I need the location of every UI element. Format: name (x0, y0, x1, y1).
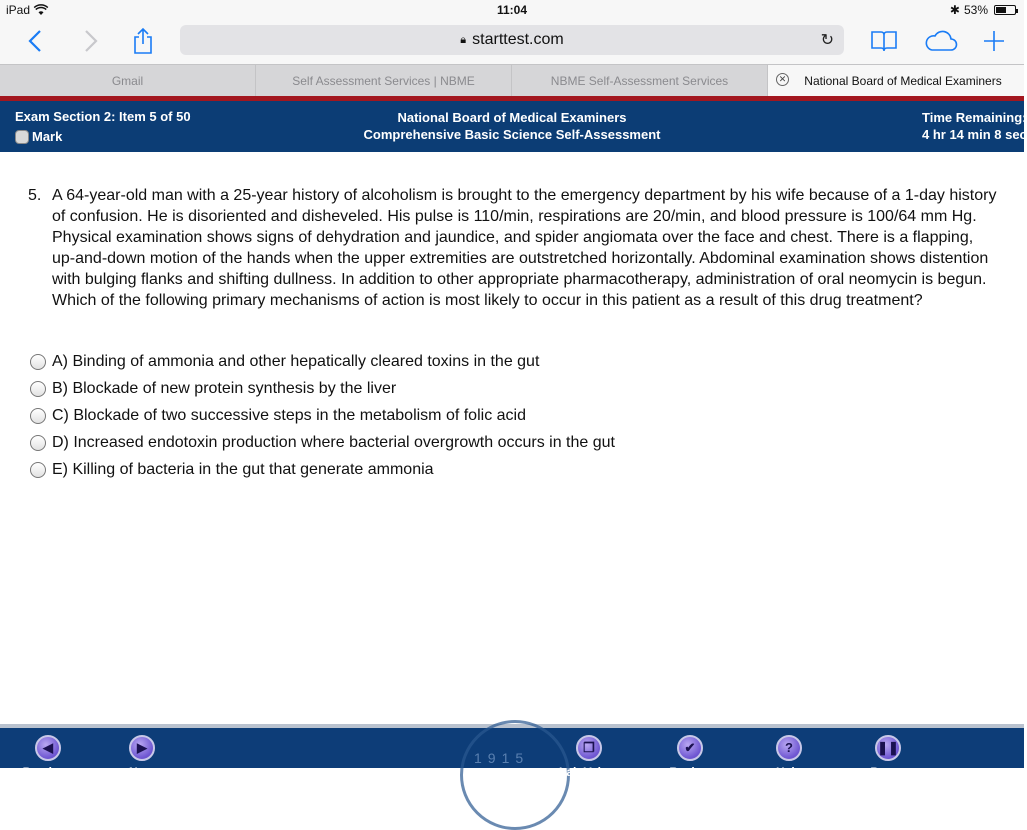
chevron-right-icon (84, 29, 98, 53)
option-label: E) Killing of bacteria in the gut that generate ammonia (52, 461, 434, 479)
nbme-seal-watermark (460, 720, 570, 830)
reload-icon[interactable]: ↻ (820, 32, 834, 49)
lab-values-icon: ❐ (576, 735, 602, 761)
option-label: A) Binding of ammonia and other hepatically cleared toxins in the gut (52, 352, 540, 370)
radio-button[interactable] (30, 435, 46, 451)
radio-button[interactable] (30, 462, 46, 478)
next-button[interactable] (112, 735, 172, 779)
time-remaining: 4 hr 14 min 8 sec (922, 127, 1027, 142)
next-label: Next (128, 765, 155, 779)
radio-button[interactable] (30, 381, 46, 397)
tab-nbme-active[interactable] (768, 65, 1024, 96)
exam-title-block (0, 109, 1024, 143)
help-button[interactable] (759, 735, 819, 779)
question-stem: A 64-year-old man with a 25-year history of alcoholism is brought to the emergency department by his wife because of a 1-day history of confusion. He is disoriented and disheveled. His pulse is 110/min, respirations are 20/min, and blood pressure is 100/64 mm Hg. Physical examination shows signs of dehydration and jaundice, and spider angiomata over the face and chest. There is a flapping, up-and-down motion of the hands when the upper extremities are outstretched horizontally. Abdominal examination shows distention with bulging flanks and shifting dullness. In addition to other appropriate pharmacotherapy, administration of oral neomycin is begun. Which of the following primary mechanisms of action is most likely to occur in this patient as a result of this drug treatment? (52, 187, 997, 309)
back-button[interactable] (20, 26, 50, 56)
url-text: starttest.com (472, 31, 564, 48)
address-bar[interactable] (180, 25, 844, 55)
answer-option-a[interactable] (30, 348, 615, 375)
bluetooth-icon: ✱ (949, 3, 960, 17)
lab-values-button[interactable] (559, 735, 622, 779)
arrow-left-icon: ◀ (35, 735, 61, 761)
option-label: C) Blockade of two successive steps in the metabolism of folic acid (52, 406, 526, 424)
timer-block (922, 109, 1027, 143)
time-label: Time Remaining: (922, 110, 1027, 125)
question-number: 5. (28, 187, 42, 204)
browser-toolbar (0, 20, 1024, 64)
exam-footer-nav (0, 724, 1024, 779)
org-title: National Board of Medical Examiners (397, 110, 627, 125)
battery-percent: 53% (963, 3, 988, 17)
chevron-left-icon (28, 29, 42, 53)
answer-option-e[interactable] (30, 457, 615, 484)
mark-label: Mark (32, 129, 63, 144)
tab-self-assessment-services[interactable] (256, 65, 512, 96)
previous-button[interactable] (18, 735, 78, 779)
radio-button[interactable] (30, 354, 46, 370)
answer-option-d[interactable] (30, 430, 615, 457)
seal-year: 1915 (474, 750, 530, 766)
device-name: iPad (6, 3, 31, 17)
share-icon (132, 27, 154, 55)
question-mark-icon: ? (776, 735, 802, 761)
option-label: D) Increased endotoxin production where bacterial overgrowth occurs in the gut (52, 434, 615, 452)
new-tab-button[interactable] (980, 26, 1008, 56)
exam-title: Comprehensive Basic Science Self-Assessment (363, 127, 661, 142)
question-block (28, 185, 998, 311)
review-button[interactable] (660, 735, 720, 779)
forward-button[interactable] (76, 26, 106, 56)
help-label: Help (775, 765, 802, 779)
icloud-tabs-button[interactable] (922, 26, 960, 56)
previous-label: Previous (22, 765, 74, 779)
cloud-icon (924, 30, 958, 52)
option-label: B) Blockade of new protein synthesis by the liver (52, 379, 397, 397)
battery-icon (994, 5, 1016, 15)
answer-options (30, 348, 615, 484)
browser-tab-bar (0, 64, 1024, 96)
checkmark-icon: ✔ (677, 735, 703, 761)
item-position: Exam Section 2: Item 5 of 50 (15, 109, 191, 124)
bookmarks-button[interactable] (868, 26, 900, 56)
tab-label: National Board of Medical Examiners (804, 73, 1002, 88)
tab-label: Gmail (111, 73, 144, 88)
exam-header (0, 96, 1027, 152)
share-button[interactable] (128, 26, 158, 56)
clock: 11:04 (496, 3, 528, 17)
arrow-right-icon: ▶ (129, 735, 155, 761)
lock-icon: 🔒︎ (460, 33, 467, 46)
review-label: Review (669, 765, 711, 779)
tab-nbme-self-assessment[interactable] (512, 65, 768, 96)
ios-status-bar (0, 0, 1024, 20)
plus-icon (983, 30, 1005, 52)
close-tab-icon[interactable]: ✕ (776, 73, 789, 86)
status-right (950, 3, 1016, 17)
answer-option-c[interactable] (30, 402, 615, 429)
tab-gmail[interactable] (0, 65, 256, 96)
lab-values-label: Lab Values (559, 765, 622, 779)
pause-icon: ❚❚ (875, 735, 901, 761)
pause-label: Pause (870, 765, 906, 779)
pause-button[interactable] (858, 735, 918, 779)
answer-option-b[interactable] (30, 375, 615, 402)
radio-button[interactable] (30, 408, 46, 424)
battery-fill (996, 7, 1006, 13)
tab-label: NBME Self-Assessment Services (550, 73, 729, 88)
book-icon (870, 30, 898, 52)
tab-label: Self Assessment Services | NBME (292, 73, 475, 88)
